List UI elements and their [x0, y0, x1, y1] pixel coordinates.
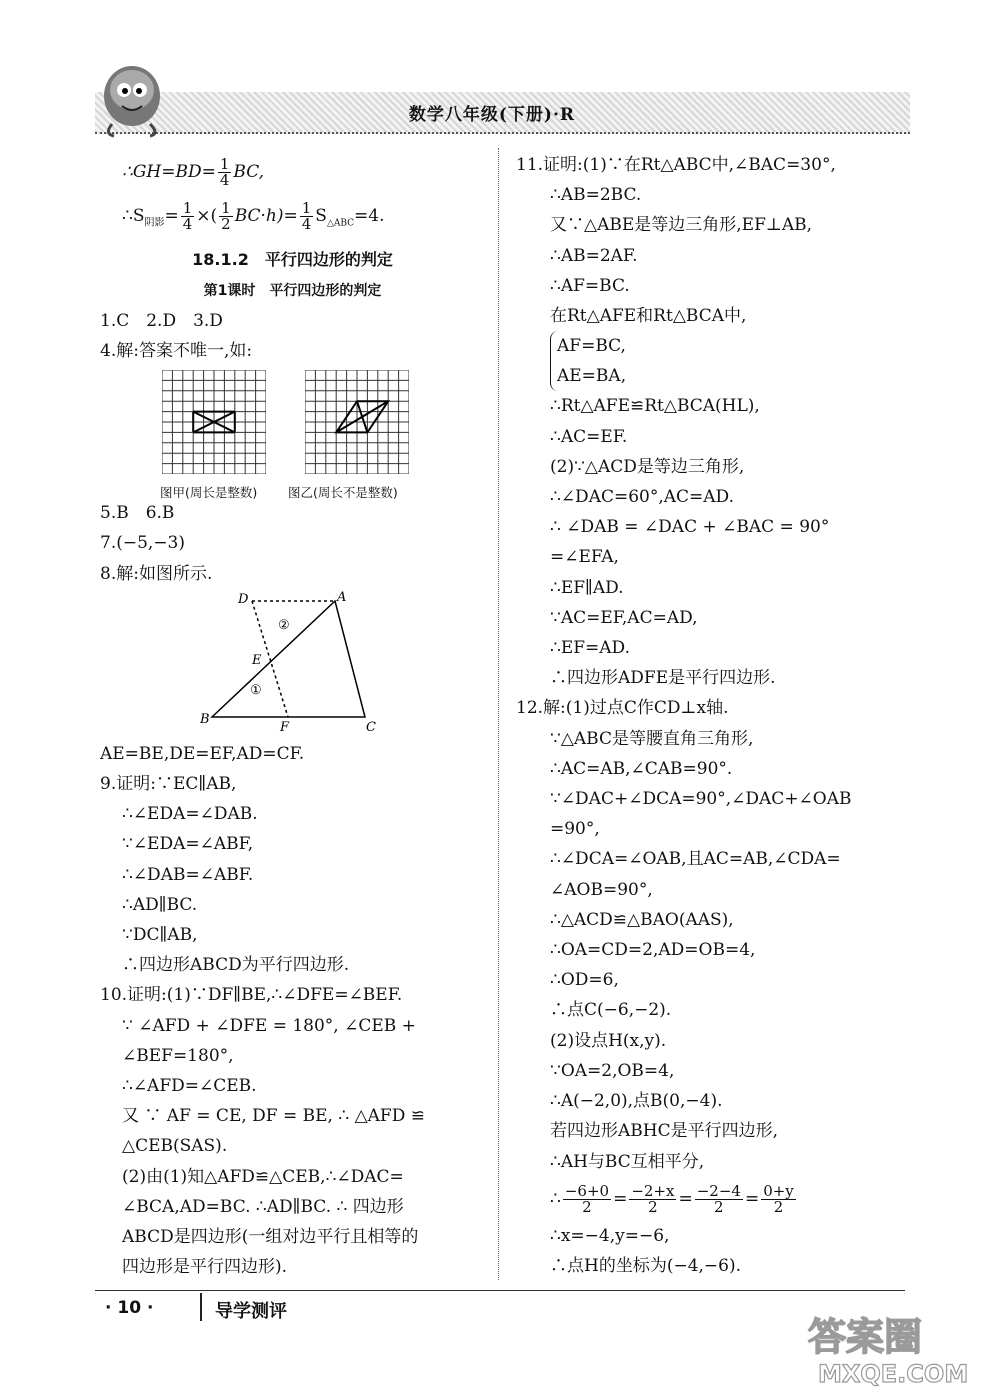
triangle-figure [100, 589, 485, 739]
label-e: E [252, 652, 262, 668]
page-header [95, 92, 910, 134]
label-c: C [366, 719, 376, 735]
label-region-1: ① [250, 682, 262, 698]
answer-7: 7.(−5,−3) [100, 533, 186, 554]
column-divider [498, 148, 499, 1280]
grid-figure-a [162, 370, 266, 474]
section-title: 18.1.2 平行四边形的判定 [192, 250, 393, 270]
subsection-title: 第1课时 平行四边形的判定 [203, 282, 382, 299]
footer-rule [95, 1290, 905, 1291]
grid-figure-b [305, 370, 409, 474]
grid-figures [100, 366, 485, 501]
proof-11-part1: 11.证明:(1)∵在Rt△ABC中,∠BAC=30°, ∴AB=2BC. 又∵△ABE是等边三角形,EF⊥AB, ∴AB=2AF. ∴AF=BC. 在Rt△AFE和Rt△BCA中, AF=BC, AE=BA, [516, 150, 911, 391]
page-number: · 10 · [105, 1298, 154, 1318]
answer-8: 8.解:如图所示. [100, 563, 213, 584]
label-f: F [280, 719, 290, 735]
label-b: B [200, 711, 210, 727]
label-d: D [238, 591, 249, 607]
proof-11-part2: ∴Rt△AFE≌Rt△BCA(HL), ∴AC=EF. (2)∵△ACD是等边三角形, ∴∠DAC=60°,AC=AD. ∴ ∠DAB = ∠DAC + ∠BAC = 90° =∠EFA, ∴EF∥AD. ∵AC=EF,AC=AD, ∴EF=AD. ∴四边形ADFE是平行四边形. [550, 396, 830, 689]
svg-text:答案圈: 答案圈 [808, 1315, 923, 1359]
proof-10: 10.证明:(1)∵DF∥BE,∴∠DFE=∠BEF. ∵ ∠AFD + ∠DFE = 180°, ∠CEB + ∠BEF=180°, ∴∠AFD=∠CEB. 又 ∵ AF = CE, DF = BE, ∴ △AFD ≌ △CEB(SAS). (2)由(1)知△AFD≌△CEB,∴∠DAC= ∠BCA,AD=BC. ∴AD∥BC. ∴ 四边形 ABCD是四边形(一组对边平行且相等的 四边形是平行四边形). [100, 985, 425, 1278]
label-a: A [337, 589, 347, 605]
answer-4: 4.解:答案不唯一,如: [100, 341, 253, 361]
eq-gh: ∴GH=BD= $\frac{1}{4}$ BC, [122, 155, 265, 189]
header-title: 数学八年级(下册)·R [408, 105, 575, 125]
left-column [100, 150, 485, 1282]
solution-12: 12.解:(1)过点C作CD⊥x轴. ∵△ABC是等腰直角三角形, ∴AC=AB,∠CAB=90°. ∵∠DAC+∠DCA=90°,∠DAC+∠OAB =90°, ∴∠DCA=∠OAB,且AC=AB,∠CDA= ∠AOB=90°, ∴△ACD≌△BAO(AAS), ∴OA=CD=2,AD=OB=4, ∴OD=6, ∴点C(−6,−2). (2)设点H(x,y). ∵OA=2,OB=4, ∴A(−2,0),点B(0,−4). 若四边形ABHC是平行四边形, ∴AH与BC互相平分, ∴ $\frac{-6+0}{2}$ = $\frac{-2+x}{2}$ = $\frac{-2-4}{2}$ = $\frac{0+y}{2}$ ∴x=−4,y=−6, ∴点H的坐标为(−4,−6). [516, 693, 911, 1281]
answer-8-result: AE=BE,DE=EF,AD=CF. [100, 743, 305, 764]
answer-5-6: 5.B 6.B [100, 503, 175, 524]
caption-figure-a: 图甲(周长是整数) [160, 485, 258, 501]
svg-text:MXQE.COM: MXQE.COM [818, 1360, 969, 1388]
mascot-logo-icon [92, 60, 177, 140]
right-column [516, 150, 911, 1281]
proof-9: 9.证明:∵EC∥AB, ∴∠EDA=∠DAB. ∵∠EDA=∠ABF, ∴∠DAB=∠ABF. ∴AD∥BC. ∵DC∥AB, ∴四边形ABCD为平行四边形. [100, 774, 350, 976]
footer-brand: 导学测评 [215, 1301, 287, 1322]
watermark-logo-icon [788, 1308, 978, 1388]
eq-area: $\therefore S_{阴影}=$ $\frac{1}{4}$ ×( $\frac{1}{2}$ BC·h)= $\frac{1}{4}$ $S_{\triangle ABC}=4$. [122, 199, 385, 233]
label-region-2: ② [278, 617, 290, 633]
midpoint-fraction-eq: ∴ $\frac{-6+0}{2}$ = $\frac{-2+x}{2}$ = $\frac{-2-4}{2}$ = $\frac{0+y}{2}$ [550, 1181, 794, 1216]
answer-1-3: 1.C 2.D 3.D [100, 310, 223, 331]
brace-system: AF=BC, AE=BA, [550, 331, 626, 391]
caption-figure-b: 图乙(周长不是整数) [288, 485, 398, 501]
footer-separator [200, 1293, 202, 1321]
